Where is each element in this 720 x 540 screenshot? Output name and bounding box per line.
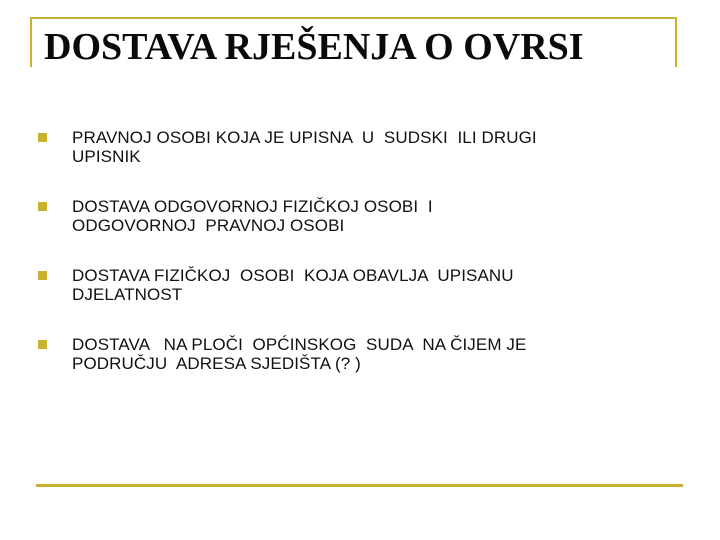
bullet-item	[38, 197, 678, 235]
square-bullet-icon	[38, 340, 47, 349]
bullet-text-line: PODRUČJU ADRESA SJEDIŠTA (? )	[72, 354, 361, 373]
square-bullet-icon	[38, 271, 47, 280]
slide-title: DOSTAVA RJEŠENJA O OVRSI	[36, 28, 590, 70]
bullet-text-line: DOSTAVA FIZIČKOJ OSOBI KOJA OBAVLJA UPISANU	[72, 266, 514, 285]
bullet-item	[38, 128, 678, 166]
bullet-text-line: ODGOVORNOJ PRAVNOJ OSOBI	[72, 216, 345, 235]
square-bullet-icon	[38, 133, 47, 142]
bullet-text-line: DJELATNOST	[72, 285, 183, 304]
square-bullet-icon	[38, 202, 47, 211]
bullet-text-line: PRAVNOJ OSOBI KOJA JE UPISNA U SUDSKI ILI DRUGI	[72, 128, 537, 147]
bottom-divider	[36, 484, 683, 487]
bullet-text-line: DOSTAVA ODGOVORNOJ FIZIČKOJ OSOBI I	[72, 197, 433, 216]
bullet-item	[38, 266, 678, 304]
bullet-text-line: DOSTAVA NA PLOČI OPĆINSKOG SUDA NA ČIJEM JE	[72, 335, 527, 354]
bullet-list	[38, 128, 678, 404]
bullet-item	[38, 335, 678, 373]
bullet-text-line: UPISNIK	[72, 147, 141, 166]
